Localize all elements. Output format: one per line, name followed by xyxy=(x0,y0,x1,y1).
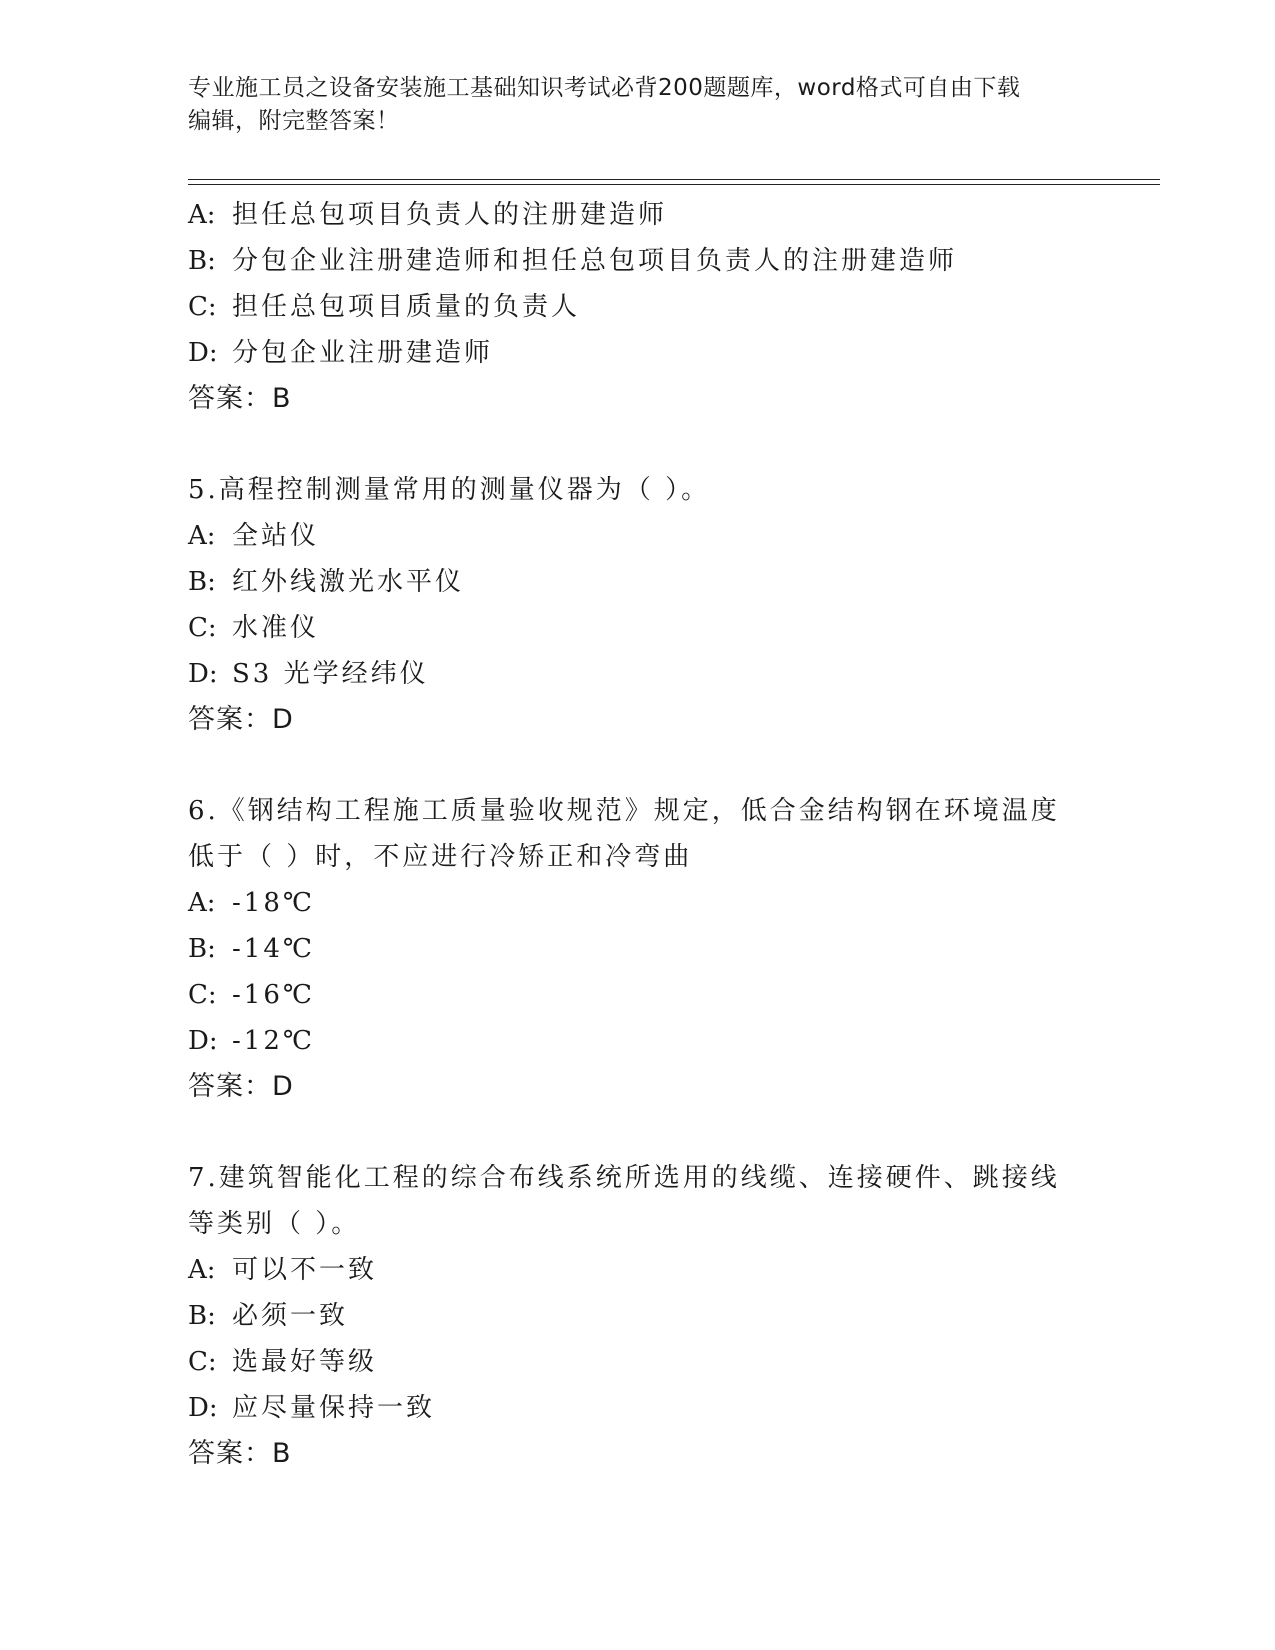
option-b xyxy=(188,559,1088,605)
question-stem: 5.高程控制测量常用的测量仪器为（ ）。 xyxy=(188,475,711,505)
option-a xyxy=(188,1247,1088,1293)
option-b xyxy=(188,926,1088,972)
answer-line: 答案：D xyxy=(188,1071,294,1102)
option-d xyxy=(188,651,1088,697)
option-label: D: xyxy=(188,659,218,689)
option-text: -14℃ xyxy=(232,934,315,964)
header-rule-top xyxy=(188,179,1160,180)
option-label: B: xyxy=(188,246,216,276)
question-block-4 xyxy=(188,192,1088,422)
answer-line: 答案：B xyxy=(188,1438,292,1469)
option-text: 担任总包项目负责人的注册建造师 xyxy=(232,200,668,230)
option-text: -12℃ xyxy=(232,1026,315,1056)
option-label: C: xyxy=(188,613,217,643)
answer-line: 答案：B xyxy=(188,383,292,414)
option-text: 红外线激光水平仪 xyxy=(232,567,465,597)
question-block-7 xyxy=(188,1155,1088,1477)
option-label: A: xyxy=(188,1255,216,1285)
option-label: A: xyxy=(188,200,216,230)
question-stem-continued: 等类别（ ）。 xyxy=(188,1209,361,1239)
option-c xyxy=(188,605,1088,651)
option-label: B: xyxy=(188,1301,216,1331)
option-label: B: xyxy=(188,567,216,597)
option-label: C: xyxy=(188,292,217,322)
option-text: 水准仪 xyxy=(232,613,320,643)
option-text: 选最好等级 xyxy=(232,1347,378,1377)
answer-line: 答案：D xyxy=(188,704,294,735)
option-label: D: xyxy=(188,1393,218,1423)
option-label: D: xyxy=(188,1026,218,1056)
option-b xyxy=(188,238,1088,284)
option-label: C: xyxy=(188,980,217,1010)
header-rule-bottom xyxy=(188,184,1160,185)
option-label: C: xyxy=(188,1347,217,1377)
option-c xyxy=(188,972,1088,1018)
option-a xyxy=(188,192,1088,238)
option-label: B: xyxy=(188,934,216,964)
header-title-line2: 编辑，附完整答案！ xyxy=(188,108,400,134)
option-text: -18℃ xyxy=(232,888,315,918)
option-text: 应尽量保持一致 xyxy=(232,1393,436,1423)
question-block-5 xyxy=(188,467,1088,743)
option-text: 担任总包项目质量的负责人 xyxy=(232,292,581,322)
question-stem-continued: 低于（ ）时，不应进行冷矫正和冷弯曲 xyxy=(188,842,693,872)
question-block-6 xyxy=(188,788,1088,1110)
option-label: A: xyxy=(188,521,216,551)
option-d xyxy=(188,1018,1088,1064)
option-text: 可以不一致 xyxy=(232,1255,378,1285)
option-text: 分包企业注册建造师 xyxy=(232,338,494,368)
option-text: 全站仪 xyxy=(232,521,320,551)
option-label: A: xyxy=(188,888,216,918)
question-list xyxy=(188,192,1088,1477)
option-text: -16℃ xyxy=(232,980,315,1010)
option-text: S3 光学经纬仪 xyxy=(232,659,429,689)
question-stem: 6.《钢结构工程施工质量验收规范》规定，低合金结构钢在环境温度 xyxy=(188,796,1060,826)
option-a xyxy=(188,880,1088,926)
document-header xyxy=(188,72,1088,138)
header-title-line1: 专业施工员之设备安装施工基础知识考试必背200题题库，word格式可自由下载 xyxy=(188,75,1021,101)
option-text: 必须一致 xyxy=(232,1301,349,1331)
option-a xyxy=(188,513,1088,559)
question-stem: 7.建筑智能化工程的综合布线系统所选用的线缆、连接硬件、跳接线 xyxy=(188,1163,1060,1193)
option-d xyxy=(188,330,1088,376)
option-label: D: xyxy=(188,338,218,368)
option-d xyxy=(188,1385,1088,1431)
option-c xyxy=(188,1339,1088,1385)
option-c xyxy=(188,284,1088,330)
option-b xyxy=(188,1293,1088,1339)
option-text: 分包企业注册建造师和担任总包项目负责人的注册建造师 xyxy=(232,246,958,276)
